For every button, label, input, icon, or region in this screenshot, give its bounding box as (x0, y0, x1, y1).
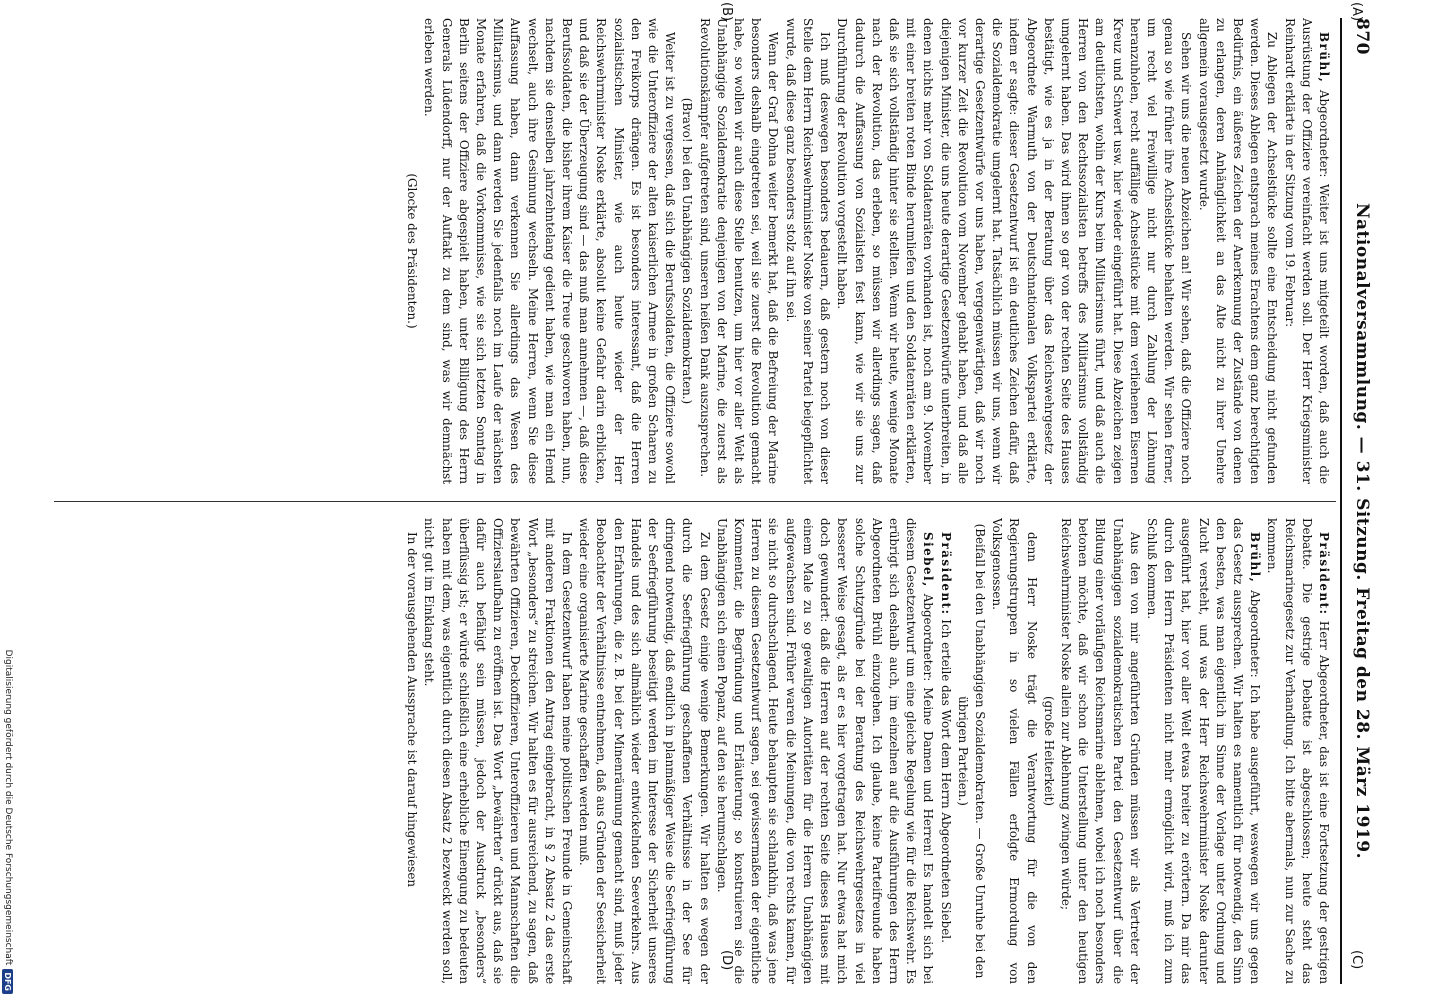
paragraph-text: Herr Abgeordneter, das ist eine Fortsetzung der gestrigen Debatte. Die gestrige Debatte ist abgeschlossen; heute steht das Reichsmarinegesetz zur Verhandlung. Ich bitte abermals, nun zur Sache zu kommen. (1265, 518, 1331, 984)
paragraph-text: Zu dem Gesetz einige wenige Bemerkungen. Wir halten es wegen der durch die Seefriegführung geschaffenen Verhältnisse in der See für dringend notwendig, daß endlich in planmäßiger Weise die Seefriegführung der Seefriegführung beseitigt werden im Interesse der Sicherheit unseres Handels und des sich allmählich wieder entwickelnden Seeverkehrs. Aus den Erfahrungen, die z. B. bei der Minenräumung gemacht sind, muß jeder Beobachter der Verhältnisse entnehmen, daß aus Gründen der Seesicherheit wieder eine organisierte Marine geschaffen werden muß. (577, 518, 712, 984)
right-column-paragraph (1263, 518, 1332, 984)
paragraph-text: denn Herr Noske trägt die Verantwortung für die von den Regierungstruppen in so vielen Fällen erfolgte Ermordung von Volksgenossen. (990, 518, 1039, 984)
column-divider (54, 501, 1336, 502)
paragraph-text: (Bravo! bei den Unabhängigen Sozialdemokraten.) (680, 97, 695, 405)
running-head: Nationalversammlung. — 31. Sitzung. Freitag den 28. März 1919. (1352, 203, 1372, 859)
dfg-logo: DFG (3, 969, 14, 994)
paragraph-text: Weiter ist zu vergessen, daß sich die Berufssoldaten, die Offiziere sowohl wie die Unteroffiziere der alten kaiserlichen Armee in großen Scharen zu den Freikorps drängen. Es ist besonders interessant, daß die Herren sozialistischen Minister, wie auch heute wieder der Herr Reichswehrminister Noske erklärte, absolut keine Gefahr darin erblicken, und daß sie der Überzeugung sind — das muß man annehmen —, daß diese Berufssoldaten, die bisher ihrem Kaiser die Treue geschworen haben, nun, nachdem sie denselben jahrzehntelang gedient haben, wie man ein Hemd wechselt, auch ihre Gesinnung wechseln. Meine Herren, wenn Sie diese Auffassung haben, dann verkennen Sie allerdings das Wesen des Militarismus, und dann werden Sie jedenfalls noch im Laufe der nächsten Monate erfahren, daß die Vorkommnisse, wie sie sich letzten Sonntag in Berlin seitens der Offiziere abgespielt haben, unter Billigung des Herrn Generals Lüdendorff, nur der Auftakt zu dem sind, was wir demnächst erleben werden. (422, 18, 678, 484)
right-column-paragraph (1143, 518, 1263, 984)
paragraph-text: In der vorausgehenden Aussprache ist darauf hingewiesen (405, 532, 420, 888)
paragraph-text: Ich erteile das Wort dem Herrn Abgeordneten Siebel. (938, 615, 953, 943)
right-column-paragraph (936, 518, 953, 984)
left-column-paragraph (678, 18, 695, 484)
header-rule (1340, 18, 1342, 984)
right-column-paragraph (1040, 518, 1057, 984)
paragraph-text: In dem Gesetzentwurf haben meine politischen Freunde in Gemeinschaft mit anderen Fraktionen den Antrag eingebracht, in § 2 Absatz 2 das erste Wort „besonders“ zu streichen. Wir halten es für ausreichend, zu sagen, daß bewährten Offizieren, Deckoffizieren, Unteroffizieren und Mannschaften die Offizierslaufbahn zu eröffnen ist. Das Wort „bewährten“ drückt aus, daß sie dafür auch befähigt sein müssen, jedoch der Ausdruck „besonders“ überflüssig ist; er würde schließlich eine erhebliche Einengung zu bedeuten haben mit dem, was eigentlich durch diesen Absatz 2 bezweckt werden soll, nicht gut im Einklang steht. (422, 518, 575, 984)
speaker-name: Präsident: (938, 532, 953, 616)
right-column-paragraph (575, 518, 713, 984)
paragraph-text: Wenn der Graf Dohna weiter bemerkt hat, daß die Befreiung der Marine besonders deshalb eingetreten sei, weil sie zuerst die Revolution gemacht habe, so wollen wir auch diese Stelle benutzen, um hier vor aller Welt als Unabhängige Sozialdemokratie denjenigen von der Marine, die zuerst als Revolutionskämpfer aufgetreten sind, unseren heißen Dank auszusprechen. (697, 18, 781, 484)
paragraph-text: Sehen wir uns die neuen Abzeichen an! Wir sehen, daß die Offiziere noch genau so wie früher ihre Achselstücke behalten werden. Wir sehen ferner, um recht viel Freiwillige nicht nur durch Zahlung der Löhnung heranzuholen, recht auffällige Achselstücke mit dem verliehenen Eisernen Kreuz und Schwert usw. hier wieder eingeführt hat. Diese Abzeichen zeigen am deutlichsten, wohin der Kurs beim Militarismus führt, und daß auch die Herren von den Rechtssozialisten betreffs des Militarismus vollständig umgelernt haben. Das wird ihnen so gar von der rechten Seite des Hauses bestätigt, wie es ja in der Beratung über das Reichswehrgesetz der Abgeordnete Warmuth von der Deutschnationalen Volkspartei erklärte, indem er sagte: dieser Gesetzentwurf ist ein deutliches Zeichen dafür, daß die Sozialdemokratie umgelernt hat. Tatsächlich müssen wir uns, wenn wir derartige Gesetzentwürfe vor uns haben, vergegenwärtigen, daß wir noch vor kurzer Zeit die Revolution vom November gehabt haben, und daß alle diejenigen Minister, die uns heute derartige Gesetzentwürfe unterbreiten, in denen nichts mehr von Soldatenräten vorhanden ist, noch am 9. November mit einer breiten roten Binde herumliefen und den Soldatenräten erklärten, daß sie sich vollständig hinter sie stellten. Wenn wir heute, wenige Monate nach der Revolution, das erleben, so müssen wir allerdings sagen, daß dadurch die Auffassung von Sozialisten fest kann, wie wir sie uns zur Durchführung der Revolution vorgestellt haben. (835, 18, 1194, 484)
margin-letter-b: (B) (719, 2, 734, 22)
margin-letter-a: (A) (1349, 2, 1364, 22)
paragraph-text: Abgeordneter: Weiter ist uns mitgeteilt worden, daß auch die Ausrüstung der Offiziere vereinfacht werden soll. Der Herr Kriegsminister Reinhardt erklärte in der Sitzung vom 19. Februar: (1282, 18, 1331, 484)
margin-letter-d: (D) (719, 950, 734, 971)
right-column (52, 518, 1332, 984)
speaker-name: Brühl, (1317, 32, 1331, 84)
page-number: 870 (1352, 18, 1372, 55)
right-column-paragraph (988, 518, 1040, 984)
right-column-paragraph (1057, 518, 1143, 984)
right-column-paragraph (713, 518, 937, 984)
paragraph-text: (Glocke des Präsidenten.) (405, 173, 420, 329)
digitization-credit (0, 0, 16, 1000)
left-column-paragraph (420, 18, 678, 484)
right-column-paragraph (420, 518, 575, 984)
journal-page (42, 18, 1372, 984)
left-column-paragraph (782, 18, 834, 484)
paragraph-text: (große Heiterkeit) (1041, 695, 1056, 807)
speaker-name: Brühl, (1248, 532, 1263, 584)
left-column (52, 18, 1332, 484)
left-column-paragraph (1194, 18, 1280, 484)
left-column-paragraph (403, 18, 420, 484)
left-column-paragraph (695, 18, 781, 484)
speaker-name: Siebel, (921, 532, 936, 588)
paragraph-text: Abgeordneter: Ich habe ausgeführt, weswegen wir uns gegen das Gesetz aussprechen. Wir halten es namentlich für notwendig, den Sinn den besten, was man eigentlich im Sinne der Vorlage unter Ordnung und Zucht versteht, und was der Herr Reichswehrminister Noske darunter ausgeführt hat, hier vor aller Welt etwas breiter zu erörtern. Da mir das durch den Herrn Präsidenten nicht mehr ermöglicht wird, muß ich zum Schluß kommen. (1144, 518, 1263, 984)
paragraph-text: Zu Ablegen der Achselstücke sollte eine Entscheidung nicht gefunden werden. Dieses Ablegen entsprach meines Erachtens dem ganz berechtigten Bedürfnis, ein äußeres Zeichen der Anerkennung der Zustände von denen zu erlangen, deren Anhänglichkeit an das Alte nicht zu ihrer Unehre allgemein vorausgesetzt wurde. (1196, 18, 1280, 484)
paragraph-text: Aus den von mir angeführten Gründen müssen wir als Vertreter der Unabhängigen sozialdemokratischen Partei den Gesetzentwurf über die Bildung einer vorläufigen Reichsmarine ablehnen, wobei ich noch besonders betonen möchte, daß wir schon die Unterstellung unter den heutigen Reichswehrminister Noske allein zur Ablehnung zwingen würde; (1058, 518, 1142, 984)
left-column-paragraph (833, 18, 1194, 484)
speaker-name: Präsident: (1317, 532, 1331, 616)
paragraph-text: (Beifall bei den Unabhängigen Sozialdemokraten. — Große Unruhe bei den übrigen Parteien.) (955, 523, 987, 979)
right-column-paragraph (403, 518, 420, 984)
margin-letter-c: (C) (1349, 950, 1364, 970)
right-column-paragraph (954, 518, 988, 984)
paragraph-text: Ich muß deswegen besonders bedauern, daß gestern noch von dieser Stelle dem Herrn Reichswehrminister Noske von seiner Partei beigepflichtet wurde, daß diese ganz besonders stolz auf ihn sei. (783, 18, 833, 484)
left-column-paragraph (1280, 18, 1332, 484)
page-header (1342, 18, 1372, 984)
credit-text: Digitalisierung gefördert durch die Deutsche Forschungsgemeinschaft (3, 649, 13, 966)
paragraph-text: Abgeordneter: Meine Damen und Herren! Es handelt sich bei diesem Gesetzentwurf um eine gleiche Regelung wie für die Reichswehr. Es erübrigt sich deshalb auch, im einzelnen auf die Ausführungen des Herrn Abgeordneten Brühl einzugehen. Ich glaube, keine Parteifreunde haben solche Schutzgründe bei der Beratung des Reichswehrgesetzes in viel besserer Weise gesagt, als er es hier vorgetragen hat. Nur etwas hat mich doch gewundert: daß die Herren auf der rechten Seite dieses Hauses mit einem Male zu so gewaltigen Autoritäten für die Herren Unabhängigen aufgewachsen sind. Früher waren die Meinungen, die von rechts kamen, für sie nicht so durchschlagend. Heute behaupten sie schlankhin, daß was jene Herren zu diesem Gesetzentwurf sagen, sei gewissermaßen der eigentliche Kommentar, die Begründung und Erläuterung; so konstruieren sie die Unabhängigen sich einen Popanz, auf den sie herumschlagen. (714, 518, 936, 984)
